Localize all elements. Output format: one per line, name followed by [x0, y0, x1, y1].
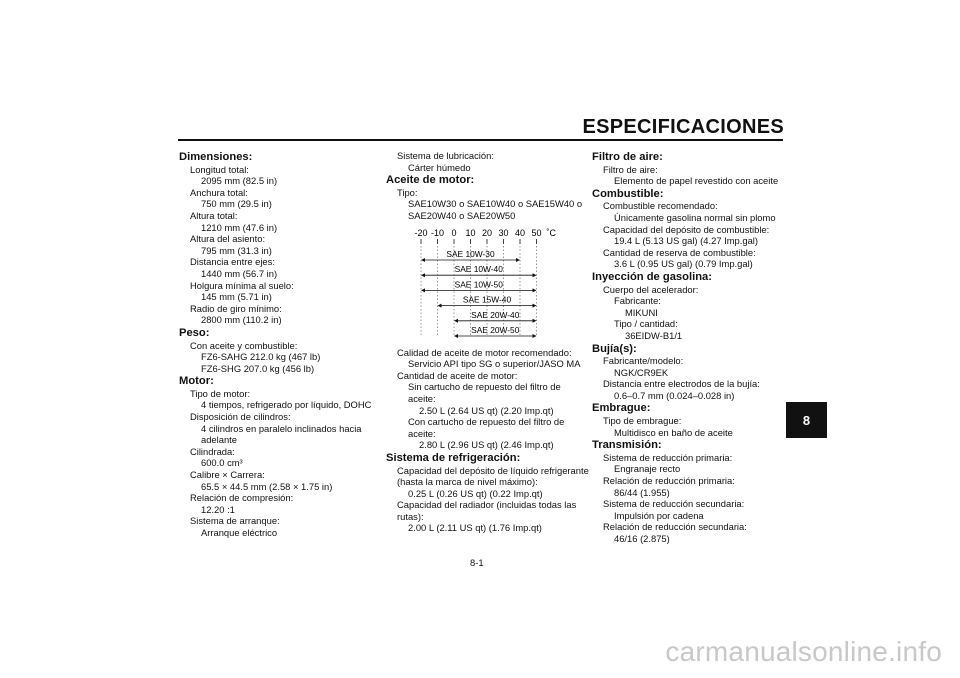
- tick-label: 30: [498, 227, 509, 238]
- spec-line: 0.25 L (0.26 US qt) (0.22 Imp.qt): [408, 487, 543, 499]
- spec-line: Cantidad de aceite de motor:: [397, 369, 518, 381]
- column-2: [386, 150, 589, 534]
- spec-line: SAE20W40 o SAE20W50: [408, 209, 516, 221]
- spec-line: Sistema de reducción secundaria:: [603, 498, 745, 510]
- spec-line: 1210 mm (47.6 in): [201, 221, 278, 233]
- section-heading: Combustible:: [592, 187, 664, 200]
- spec-line: Cantidad de reserva de combustible:: [603, 246, 756, 258]
- section-heading: Filtro de aire:: [592, 151, 663, 163]
- range-arrow: [533, 288, 537, 292]
- page-number: 8-1: [470, 557, 484, 568]
- spec-line: Longitud total:: [190, 163, 249, 175]
- section-heading: Sistema de refrigeración:: [386, 451, 521, 464]
- viscosity-chart-svg: [386, 224, 586, 344]
- spec-line: Calibre × Carrera:: [190, 469, 265, 481]
- section-heading: Peso:: [179, 326, 210, 339]
- spec-line: Relación de reducción secundaria:: [603, 521, 747, 533]
- range-label: SAE 10W-50: [454, 278, 503, 289]
- spec-line: SAE10W30 o SAE10W40 o SAE15W40 o: [408, 198, 583, 210]
- spec-line: 1440 mm (56.7 in): [201, 267, 278, 279]
- spec-line: Anchura total:: [190, 186, 248, 198]
- section-heading: Transmisión:: [592, 439, 662, 452]
- section-heading: Aceite de motor:: [386, 174, 475, 187]
- spec-line: 46/16 (2.875): [614, 533, 670, 544]
- spec-line: Calidad de aceite de motor recomendado:: [397, 346, 572, 358]
- spec-line: Disposición de cilindros:: [190, 411, 291, 423]
- spec-line: Cilindrada:: [190, 445, 235, 457]
- spec-line: Sistema de reducción primaria:: [603, 451, 733, 463]
- watermark: carmanualsonline.info: [665, 636, 942, 667]
- range-arrow: [533, 334, 537, 338]
- spec-line: Sin cartucho de repuesto del filtro de: [408, 381, 561, 393]
- range-arrow: [533, 318, 537, 322]
- spec-line: Fabricante:: [614, 295, 661, 307]
- page-title: ESPECIFICACIONES: [582, 116, 784, 138]
- range-arrow: [516, 258, 520, 262]
- tick-label: 0: [451, 227, 457, 238]
- spec-line: 2.50 L (2.64 US qt) (2.20 Imp.qt): [419, 404, 554, 416]
- spec-line: Sistema de arranque:: [190, 515, 280, 527]
- spec-line: Tipo / cantidad:: [614, 318, 678, 330]
- spec-line: rutas):: [397, 510, 424, 522]
- spec-line: Cuerpo del acelerador:: [603, 283, 699, 295]
- column-3: [592, 150, 782, 545]
- spec-line: aceite:: [408, 392, 436, 404]
- spec-line: 2.00 L (2.11 US qt) (1.76 Imp.qt): [408, 522, 542, 534]
- spec-line: 3.6 L (0.95 US gal) (0.79 Imp.gal): [614, 258, 753, 270]
- section-heading: Bujía(s):: [592, 342, 637, 355]
- spec-line: 65.5 × 44.5 mm (2.58 × 1.75 in): [201, 480, 333, 492]
- spec-line: Únicamente gasolina normal sin plomo: [614, 211, 776, 223]
- spec-line: Capacidad del depósito de combustible:: [603, 223, 770, 235]
- section-heading: Embrague:: [592, 402, 651, 415]
- range-arrow: [454, 334, 458, 338]
- range-arrow: [421, 273, 425, 277]
- spec-line: 19.4 L (5.13 US gal) (4.27 Imp.gal): [614, 235, 758, 247]
- unit-label: ˚C: [546, 227, 556, 238]
- tick-label: -10: [430, 227, 445, 238]
- tick-label: 10: [465, 227, 476, 238]
- chapter-tab: 8: [786, 402, 827, 438]
- spec-line: 12.20 :1: [201, 503, 235, 515]
- range-label: SAE 10W-40: [454, 263, 503, 274]
- spec-line: Sistema de lubricación:: [397, 150, 494, 161]
- spec-line: Elemento de papel revestido con aceite: [614, 175, 779, 187]
- section-heading: Dimensiones:: [179, 151, 253, 163]
- spec-line: 2095 mm (82.5 in): [201, 175, 278, 187]
- spec-line: FZ6-SHG 207.0 kg (456 lb): [201, 362, 315, 374]
- spec-line: Capacidad del radiador (incluidas todas las: [397, 499, 577, 511]
- column-2-top: [386, 150, 586, 222]
- spec-line: Altura total:: [190, 209, 238, 221]
- spec-line: Radio de giro mínimo:: [190, 302, 282, 314]
- spec-line: Tipo de embrague:: [603, 415, 682, 427]
- tick-label: 50: [531, 227, 542, 238]
- spec-line: Distancia entre electrodos de la bujía:: [603, 378, 760, 390]
- oil-viscosity-chart: [386, 224, 586, 344]
- range-arrow: [533, 303, 537, 307]
- spec-line: 0.6–0.7 mm (0.024–0.028 in): [614, 389, 735, 401]
- spec-line: Con aceite y combustible:: [190, 339, 298, 351]
- section-heading: Inyección de gasolina:: [592, 270, 712, 283]
- spec-line: 4 cilindros en paralelo inclinados hacia: [201, 422, 362, 434]
- spec-line: 2800 mm (110.2 in): [201, 314, 282, 326]
- spec-line: 4 tiempos, refrigerado por líquido, DOHC: [201, 399, 372, 411]
- spec-line: 145 mm (5.71 in): [201, 291, 272, 303]
- spec-line: Relación de reducción primaria:: [603, 475, 735, 487]
- spec-line: Impulsión por cadena: [614, 509, 704, 521]
- spec-line: FZ6-SAHG 212.0 kg (467 lb): [201, 351, 321, 363]
- range-label: SAE 10W-30: [446, 248, 495, 259]
- spec-line: Altura del asiento:: [190, 233, 266, 245]
- spec-line: Combustible recomendado:: [603, 200, 718, 212]
- spec-line: Engranaje recto: [614, 463, 681, 475]
- range-arrow: [454, 318, 458, 322]
- tick-label: 20: [481, 227, 493, 238]
- range-label: SAE 15W-40: [462, 294, 512, 305]
- range-arrow: [421, 258, 425, 262]
- spec-line: 2.80 L (2.96 US qt) (2.46 Imp.qt): [419, 439, 554, 451]
- spec-line: 795 mm (31.3 in): [201, 244, 272, 256]
- spec-line: 36EIDW-B1/1: [625, 329, 683, 341]
- spec-line: Arranque eléctrico: [201, 527, 278, 538]
- range-arrow: [533, 273, 537, 277]
- range-label: SAE 20W-40: [471, 309, 520, 320]
- column-1: [179, 150, 374, 539]
- spec-line: (hasta la marca de nivel máximo):: [397, 476, 538, 488]
- spec-line: 86/44 (1.955): [614, 486, 670, 498]
- spec-line: Relación de compresión:: [190, 492, 294, 504]
- spec-line: Distancia entre ejes:: [190, 256, 275, 268]
- spec-line: Holgura mínima al suelo:: [190, 279, 294, 291]
- section-heading: Motor:: [179, 375, 214, 388]
- spec-line: 750 mm (29.5 in): [201, 198, 272, 210]
- spec-line: Tipo de motor:: [190, 387, 251, 399]
- spec-line: Multidisco en baño de aceite: [614, 426, 733, 438]
- range-label: SAE 20W-50: [471, 324, 520, 335]
- column-2-bottom: [386, 346, 589, 535]
- spec-line: MIKUNI: [625, 306, 658, 318]
- spec-line: 600.0 cm³: [201, 457, 243, 469]
- spec-line: Filtro de aire:: [603, 163, 658, 175]
- spec-line: Servicio API tipo SG o superior/JASO MA: [408, 358, 581, 370]
- spec-line: NGK/CR9EK: [614, 366, 669, 378]
- spec-line: Con cartucho de repuesto del filtro de: [408, 416, 565, 428]
- spec-line: adelante: [201, 434, 237, 446]
- range-arrow: [438, 303, 442, 307]
- spec-line: Cárter húmedo: [408, 161, 471, 173]
- spec-line: aceite:: [408, 427, 436, 439]
- tick-label: -20: [414, 227, 428, 238]
- range-arrow: [421, 288, 425, 292]
- spec-line: Capacidad del depósito de líquido refrigerante: [397, 464, 589, 476]
- title-rule: [178, 139, 783, 141]
- spec-line: Tipo:: [397, 186, 418, 198]
- spec-line: Fabricante/modelo:: [603, 355, 684, 367]
- tick-label: 40: [514, 227, 526, 238]
